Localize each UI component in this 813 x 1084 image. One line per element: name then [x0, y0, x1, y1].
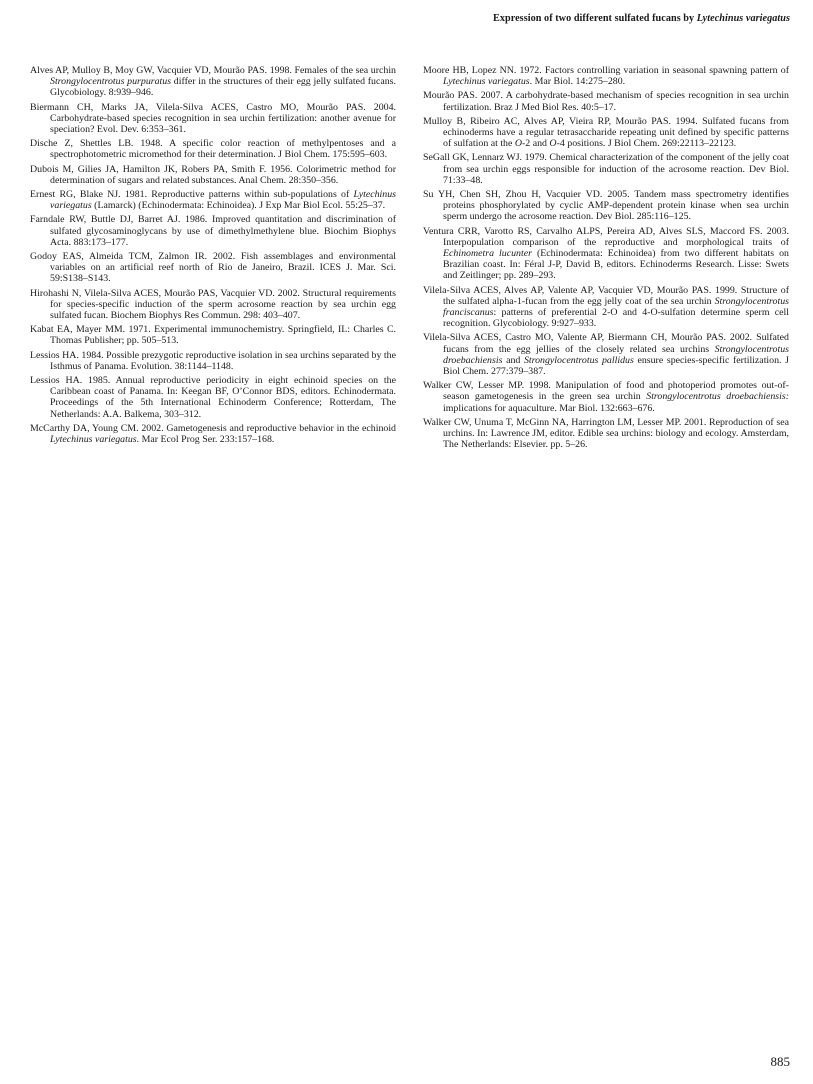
reference-text: Farndale RW, Buttle DJ, Barret AJ. 1986. Improved quantitation and discrimination of sulfated glycosaminoglycans by use of dimethylmethylene blue. Biochim Biophys Acta. 883:173–177.: [30, 214, 396, 248]
reference-text: Biermann CH, Marks JA, Vilela-Silva ACES, Castro MO, Mourão PAS. 2004. Carbohydrate-based species recognition in sea urchin fertilization: another avenue for speciation? Evol. Dev. 6:353–361.: [30, 101, 396, 136]
reference-entry: [30, 375, 396, 420]
reference-text: Ernest RG, Blake NJ. 1981. Reproductive patterns within sub-populations of: [30, 189, 354, 201]
reference-entry: [30, 102, 396, 136]
reference-entry: [30, 251, 396, 285]
reference-text: ensure species-specific fertilization. J Biol Chem. 277:379–387.: [443, 354, 789, 378]
reference-species: Echinometra lucunter: [443, 248, 532, 260]
reference-text: Lessios HA. 1985. Annual reproductive periodicity in eight echinoid species on the Caribbean coast of Panama. In: Keegan BF, O’Connor BDS, editors. Echinodermata. Proceedings of the 5th International Echinoderm Conference; Rotterdam, The Netherlands: A.A. Balkema, 303–312.: [30, 375, 396, 420]
reference-text: Mourão PAS. 2007. A carbohydrate-based mechanism of species recognition in sea urchin fertilization. Braz J Med Biol Res. 40:5–17.: [423, 90, 789, 113]
reference-entry: [423, 90, 789, 112]
reference-entry: [423, 189, 789, 223]
reference-entry: [30, 189, 396, 211]
reference-entry: [423, 152, 789, 186]
reference-entry: [423, 417, 789, 451]
reference-text: Vilela-Silva ACES, Castro MO, Valente AP, Biermann CH, Mourão PAS. 2002. Sulfated fucans from the egg jellies of the closely related sea urchins: [423, 332, 789, 355]
reference-entry: [30, 288, 396, 322]
reference-text: Lessios HA. 1984. Possible prezygotic reproductive isolation in sea urchins separated by the Isthmus of Panama. Evolution. 38:1144–1148.: [30, 349, 396, 372]
running-head-text: Expression of two different sulfated fucans by: [493, 13, 697, 24]
running-head: [493, 13, 790, 24]
reference-text: SeGall GK, Lennarz WJ. 1979. Chemical characterization of the component of the jelly coat from sea urchin eggs responsible for induction of the acrosome reaction. Dev Biol. 71:33–48.: [423, 152, 789, 186]
reference-species: Strongylocentrotus purpuratus: [50, 76, 172, 88]
reference-species: Lytechinus variegatus: [50, 434, 137, 446]
reference-text: Kabat EA, Mayer MM. 1971. Experimental immunochemistry. Springfield, IL: Charles C. Thomas Publisher; pp. 505–513.: [30, 324, 396, 347]
reference-text: McCarthy DA, Young CM. 2002. Gametogenesis and reproductive behavior in the echinoid: [30, 422, 396, 434]
reference-species: Strongylocentrotus droebachiensis: [443, 343, 789, 366]
reference-text: Mulloy B, Ribeiro AC, Alves AP, Vieira RP, Mourão PAS. 1994. Sulfated fucans from echinoderms have a regular tetrasaccharide repeating unit defined by specific patterns of sulfation at the: [423, 115, 789, 150]
reference-entry: [30, 350, 396, 372]
reference-text: -2 and: [522, 138, 550, 150]
reference-entry: [423, 116, 789, 150]
reference-entry: [30, 164, 396, 186]
reference-entry: [30, 214, 396, 248]
reference-text: differ in the structures of their egg jelly sulfated fucans. Glycobiology. 8:939–946.: [50, 76, 396, 99]
reference-text: implications for aquaculture. Mar Biol. 132:663–676.: [443, 402, 655, 414]
reference-text: . Mar Ecol Prog Ser. 233:157–168.: [136, 434, 275, 446]
reference-text: Hirohashi N, Vilela-Silva ACES, Mourão PAS, Vacquier VD. 2002. Structural requirements for species-specific induction of the sperm acrosome reaction by sea urchin egg sulfated fucan. Biochem Biophys Res Commun. 298: 403–407.: [30, 287, 396, 322]
reference-text: Su YH, Chen SH, Zhou H, Vacquier VD. 2005. Tandem mass spectrometry identifies proteins phosphorylated by cyclic AMP-dependent protein kinase when sea urchin sperm undergo the acrosome reaction. Dev Biol. 285:116–125.: [423, 189, 789, 223]
reference-italic-term: O: [514, 138, 522, 150]
reference-text: (Lamarck) (Echinodermata: Echinoidea). J Exp Mar Biol Ecol. 55:25–37.: [91, 200, 386, 212]
reference-text: Vilela-Silva ACES, Alves AP, Valente AP, Vacquier VD, Mourão PAS. 1999. Structure of the sulfated alpha-1-fucan from the egg jelly coat of the sea urchin: [423, 284, 789, 307]
reference-entry: [30, 138, 396, 160]
reference-text: Walker CW, Unuma T, McGinn NA, Harrington LM, Lesser MP. 2001. Reproduction of sea urchins. In: Lawrence JM, editor. Edible sea urchins: biology and ecology. Amsterdam, The Netherlands: Elsevier. pp. 5–26.: [423, 416, 789, 451]
reference-text: Alves AP, Mulloy B, Moy GW, Vacquier VD, Mourão PAS. 1998. Females of the sea urchin: [30, 65, 396, 76]
reference-italic-term: O: [549, 138, 557, 150]
reference-text: Godoy EAS, Almeida TCM, Zalmon IR. 2002. Fish assemblages and environmental variables on an artificial reef north of Rio de Janeiro, Brazil. ICES J. Mar. Sci. 59:S138–S143.: [30, 251, 396, 285]
reference-text: and: [502, 354, 524, 366]
reference-text: -4 positions. J Biol Chem. 269:22113–22123.: [556, 138, 737, 150]
reference-text: : patterns of preferential 2-O and 4-O-sulfation determine sperm cell recognition. Glycobiology. 9:927–933.: [443, 307, 789, 330]
reference-entry: [30, 324, 396, 346]
reference-text: . Mar Biol. 14:275–280.: [529, 76, 626, 88]
reference-text: (Echinodermata: Echinoidea) from two different habitats on Brazilian coast. In: Féral J-P, David B, editors. Echinoderms Research. Lisse: Swets and Zeitlinger; pp. 289–293.: [443, 248, 789, 282]
reference-entry: [30, 423, 396, 445]
reference-species: Lytechinus variegatus: [443, 76, 530, 88]
references-left-column: [30, 65, 396, 448]
reference-text: Walker CW, Lesser MP. 1998. Manipulation of food and photoperiod promotes out-of-season gametogenesis in the green sea urchin: [423, 380, 789, 403]
reference-species: Strongylocentrotus franciscanus: [443, 295, 789, 319]
page-number: 885: [770, 1054, 790, 1069]
reference-text: Moore HB, Lopez NN. 1972. Factors controlling variation in seasonal spawning pattern of: [423, 65, 789, 76]
reference-text: Ventura CRR, Varotto RS, Carvalho ALPS, Pereira AD, Alves SLS, Maccord FS. 2003. Interpopulation comparison of the reproductive and morphological traits of: [423, 225, 789, 248]
reference-entry: [423, 332, 789, 377]
reference-entry: [423, 380, 789, 414]
reference-species: Lytechinus variegatus: [50, 189, 396, 212]
reference-entry: [30, 65, 396, 99]
references-right-column: [423, 65, 789, 454]
reference-text: Dubois M, Gilies JA, Hamilton JK, Robers PA, Smith F. 1956. Colorimetric method for determination of sugars and related substances. Anal Chem. 28:350–356.: [30, 163, 396, 186]
reference-entry: [423, 226, 789, 282]
running-head-species: Lytechinus variegatus: [696, 13, 790, 24]
reference-entry: [423, 65, 789, 87]
reference-entry: [423, 285, 789, 330]
reference-species: Strongylocentrotus droebachiensis:: [646, 391, 789, 403]
reference-species: Strongylocentrotus pallidus: [523, 354, 634, 366]
reference-text: Dische Z, Shettles LB. 1948. A specific color reaction of methylpentoses and a spectrophotometric micromethod for their determination. J Biol Chem. 175:595–603.: [30, 138, 396, 161]
